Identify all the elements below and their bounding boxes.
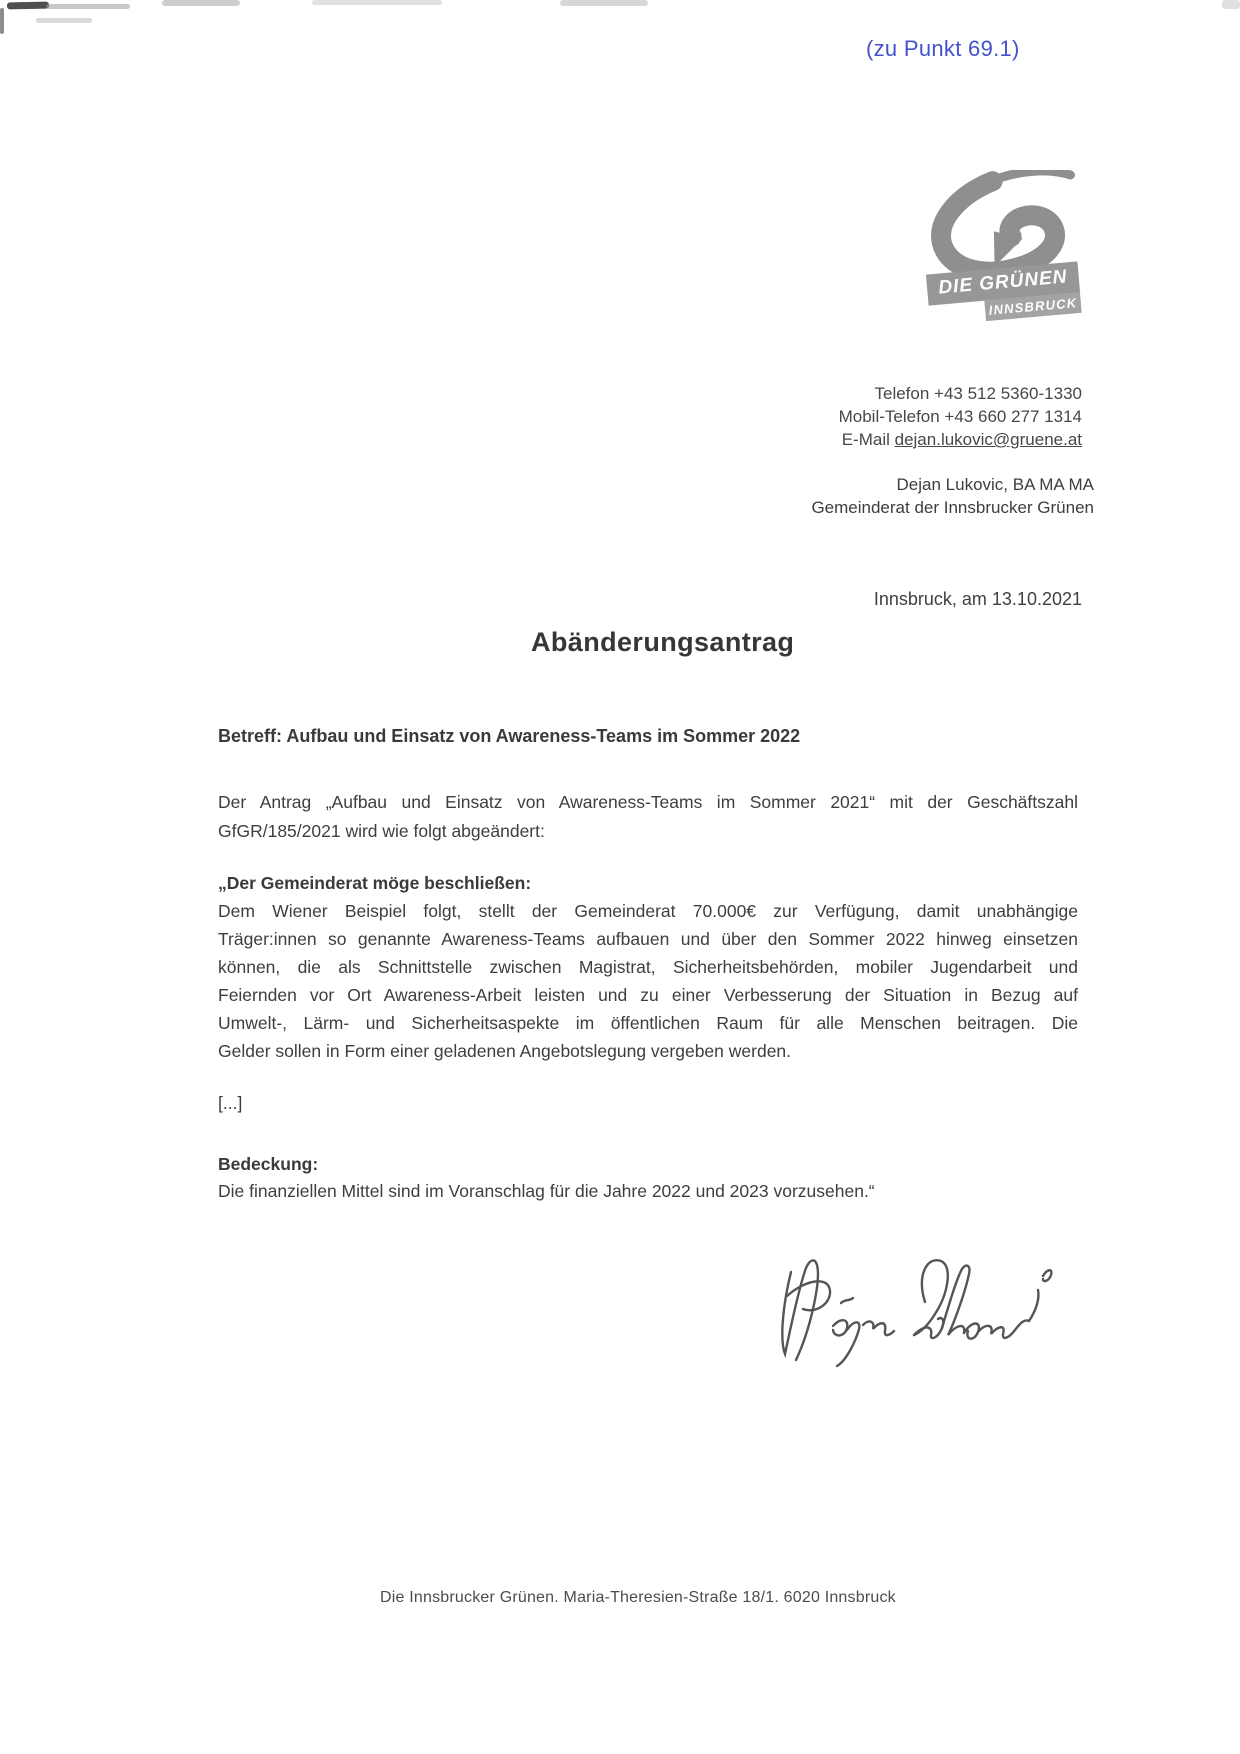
- intro-line: Der Antrag „Aufbau und Einsatz von Awareness-Teams im Sommer 2021“ mit der Geschäftszahl: [218, 792, 1078, 812]
- signature: [775, 1240, 1075, 1380]
- intro-paragraph: [218, 788, 1078, 846]
- email-link[interactable]: dejan.lukovic@gruene.at: [894, 430, 1082, 449]
- intro-line: GfGR/185/2021 wird wie folgt abgeändert:: [218, 821, 545, 841]
- agenda-reference-note: (zu Punkt 69.1): [866, 36, 1020, 61]
- sender-block: [811, 473, 1094, 519]
- scan-artifact: [36, 18, 92, 23]
- email-label: E-Mail: [841, 430, 895, 449]
- motion-paragraph: [218, 869, 1078, 1065]
- page-title: Abänderungsantrag: [531, 627, 795, 657]
- ellipsis-marker: [...]: [218, 1093, 243, 1113]
- scan-artifact: [162, 0, 240, 6]
- motion-heading: „Der Gemeinderat möge beschließen:: [218, 873, 532, 893]
- phone-line: Telefon +43 512 5360-1330: [874, 384, 1082, 403]
- motion-line: Gelder sollen in Form einer geladenen Angebotslegung vergeben werden.: [218, 1041, 792, 1061]
- dateline: Innsbruck, am 13.10.2021: [873, 589, 1082, 609]
- email-line: [839, 428, 1082, 451]
- motion-line: Umwelt-, Lärm- und Sicherheitsaspekte im öffentlichen Raum für alle Menschen beitragen. Die: [218, 1013, 1078, 1033]
- motion-line: Feiernden vor Ort Awareness-Arbeit leisten und zu einer Verbesserung der Situation in Bezug auf: [218, 985, 1078, 1005]
- sender-role: Gemeinderat der Innsbrucker Grünen: [811, 498, 1094, 517]
- scan-artifact: [1222, 0, 1240, 9]
- logo-banner-city: INNSBRUCK: [984, 292, 1081, 321]
- mobile-line: Mobil-Telefon +43 660 277 1314: [838, 407, 1082, 426]
- signature-icon: [775, 1240, 1075, 1375]
- logo-banner-party: DIE GRÜNEN: [926, 261, 1080, 305]
- scan-artifact: [0, 8, 4, 34]
- footer-address: Die Innsbrucker Grünen. Maria-Theresien-Straße 18/1. 6020 Innsbruck: [380, 1589, 896, 1606]
- scan-artifact: [312, 0, 442, 5]
- motion-line: Dem Wiener Beispiel folgt, stellt der Gemeinderat 70.000€ zur Verfügung, damit unabhängige: [218, 901, 1078, 921]
- motion-line: können, die als Schnittstelle zwischen Magistrat, Sicherheitsbehörden, mobiler Jugendarbeit und: [218, 957, 1078, 977]
- coverage-text: Die finanziellen Mittel sind im Voranschlag für die Jahre 2022 und 2023 vorzusehen.“: [218, 1181, 875, 1201]
- gruene-innsbruck-logo: [913, 170, 1093, 317]
- sender-name: Dejan Lukovic, BA MA MA: [896, 475, 1094, 494]
- g-swoosh-icon: [927, 170, 1085, 274]
- scan-artifact: [46, 4, 130, 9]
- contact-block: [839, 382, 1082, 451]
- subject-line: Betreff: Aufbau und Einsatz von Awareness-Teams im Sommer 2022: [218, 726, 801, 746]
- motion-line: Träger:innen so genannte Awareness-Teams aufbauen und über den Sommer 2022 hinweg einsetzen: [218, 929, 1078, 949]
- scan-artifact: [560, 0, 648, 6]
- coverage-heading: Bedeckung:: [218, 1154, 319, 1174]
- coverage-block: [218, 1151, 1078, 1205]
- scan-artifact: [7, 2, 49, 10]
